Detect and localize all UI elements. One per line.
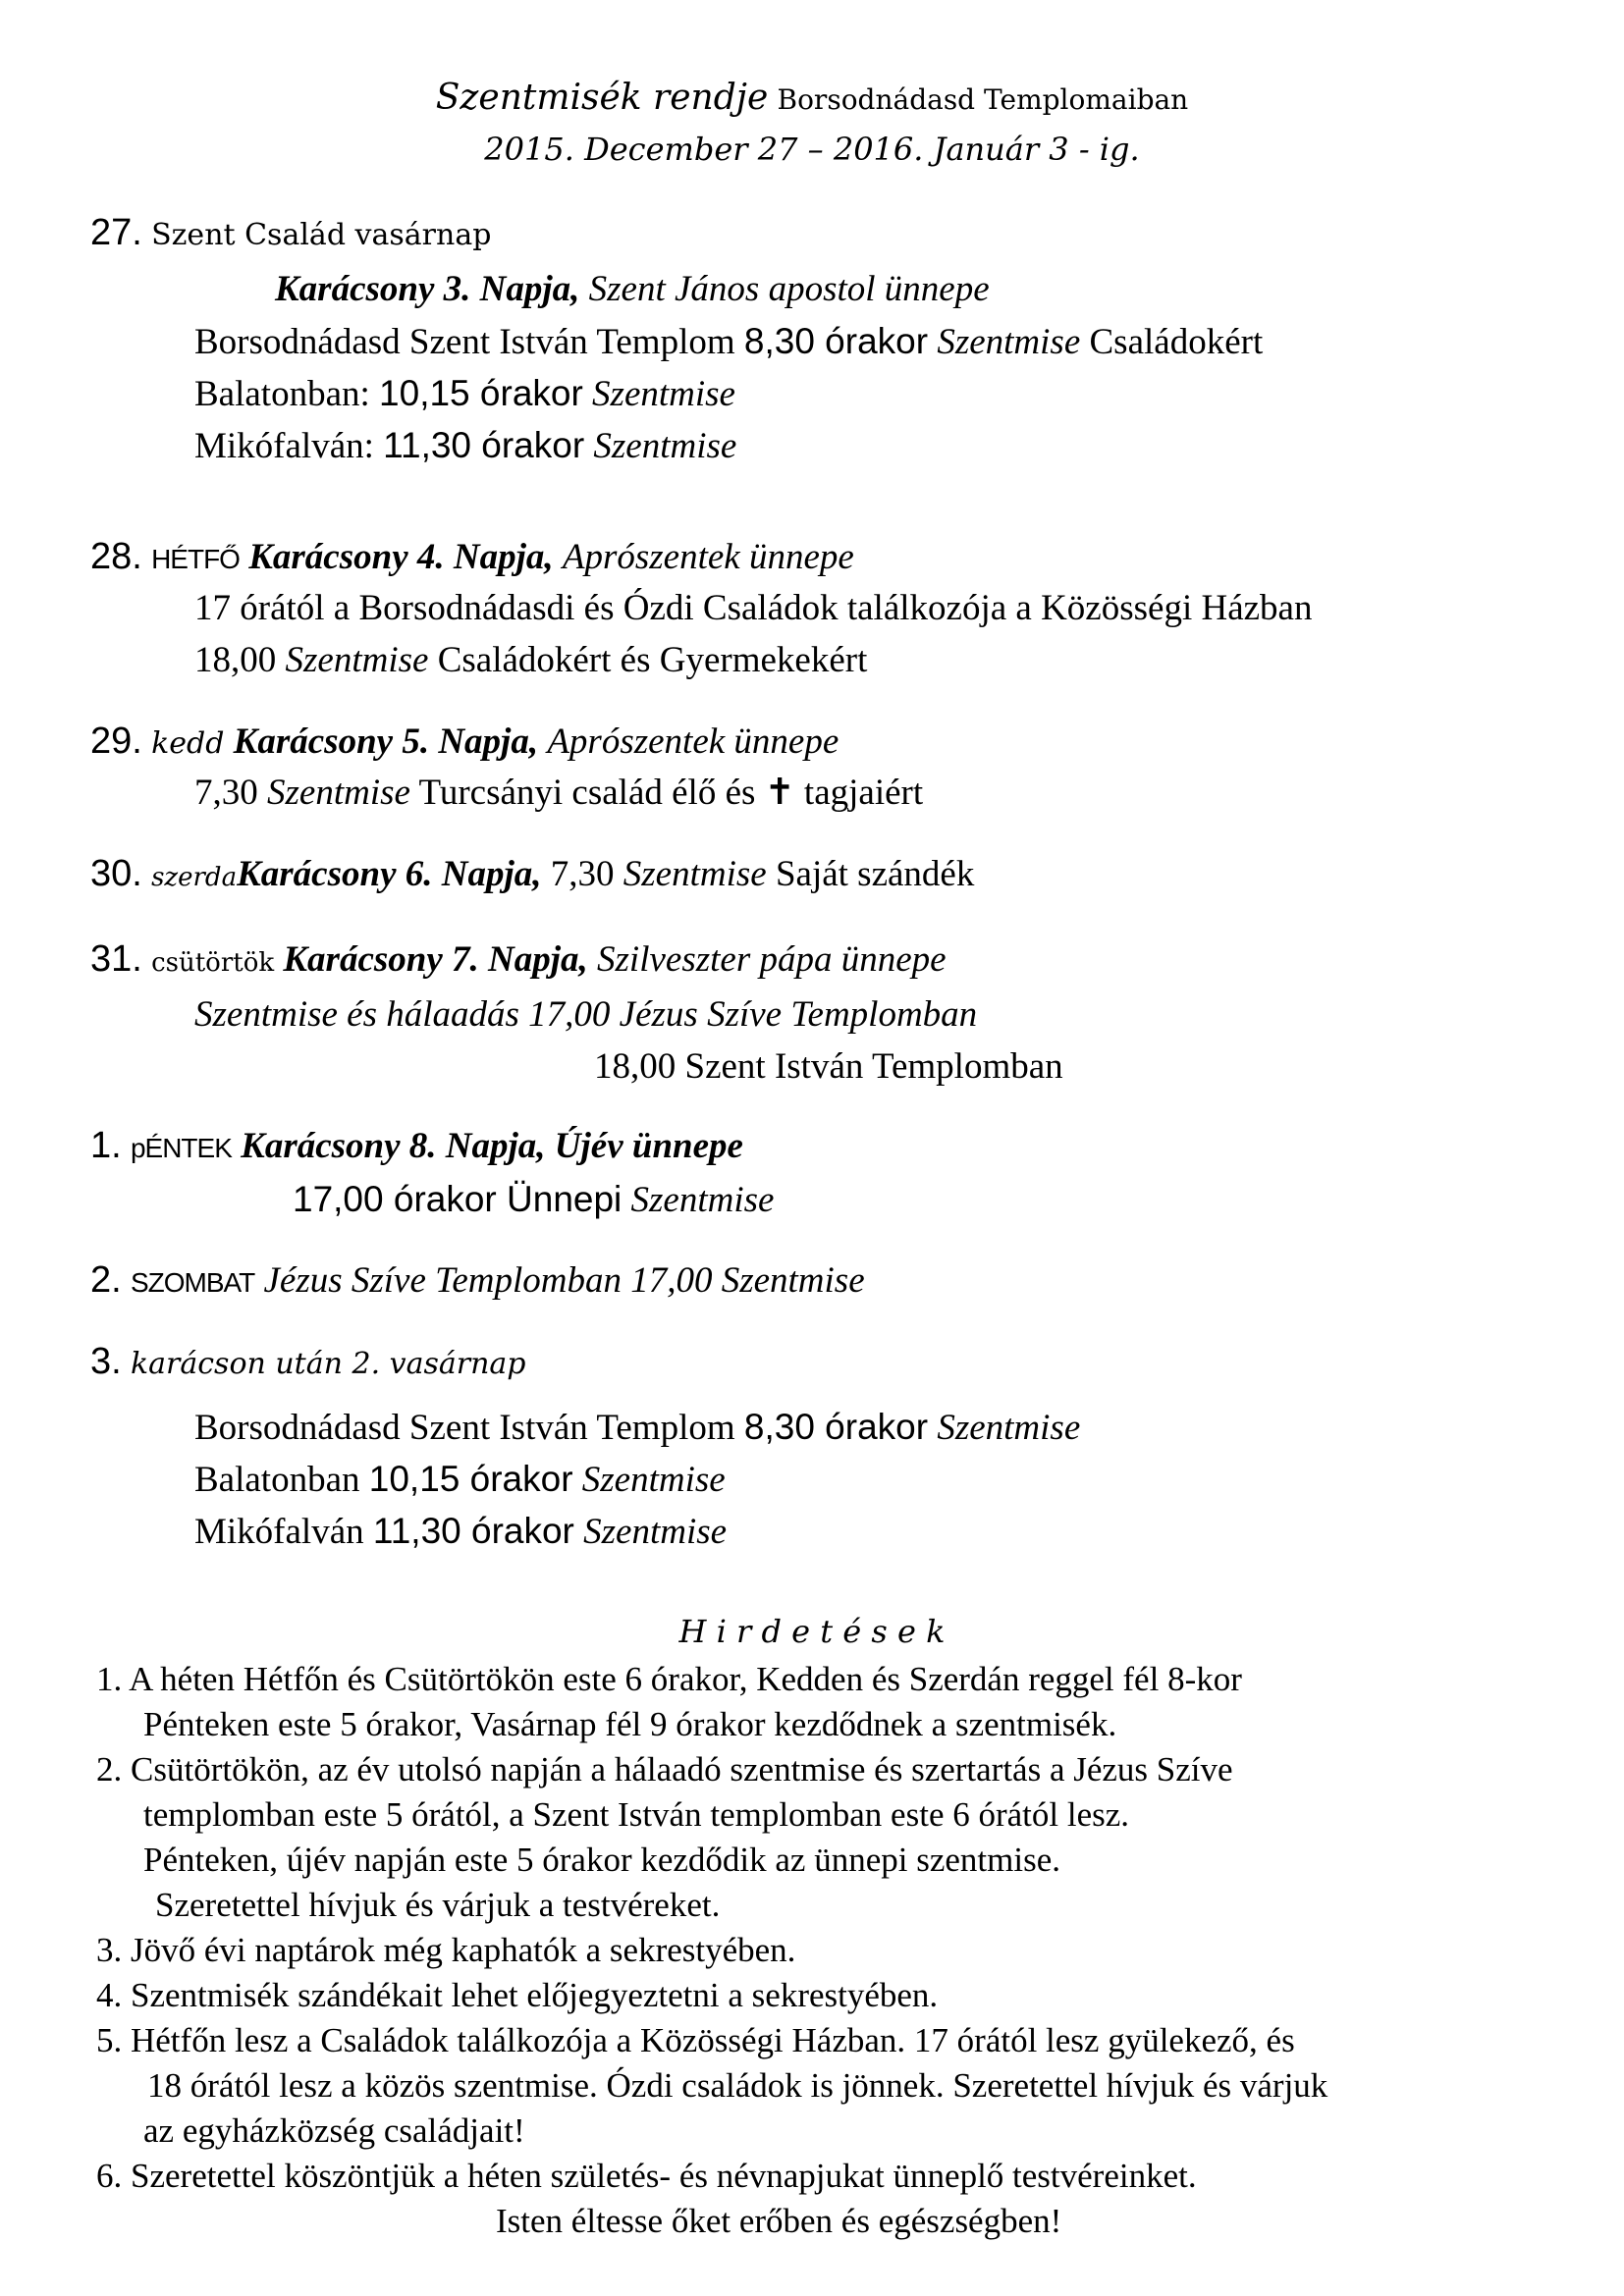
announcements-title: H i r d e t é s e k <box>678 1613 946 1650</box>
time: 8,30 órakor <box>743 321 929 361</box>
day-name: pÉNTEK <box>130 1133 232 1163</box>
announcement-line: Pénteken este 5 órakor, Vasárnap fél 9 órakor kezdődnek a szentmisék. <box>143 1705 1117 1743</box>
location: Borsodnádasd Szent István Templom <box>194 322 735 362</box>
mass-label: Szentmise <box>592 374 735 414</box>
time: 11,30 órakor <box>372 1511 574 1551</box>
feast-subtitle: Aprószentek ünnepe <box>547 721 839 762</box>
feast-title: Karácsony 3. Napja, <box>275 269 580 309</box>
time: 17,00 órakor Ünnepi <box>293 1179 623 1219</box>
day-3-line-3 <box>194 1510 727 1554</box>
day-number: 31. <box>90 938 142 980</box>
announcement-line: 5. Hétfőn lesz a Családok találkozója a Közösségi Házban. 17 órától lesz gyülekező, és <box>96 2021 1295 2059</box>
day-name: SZOMBAT <box>130 1267 255 1298</box>
day-31-line-2: 18,00 Szent István Templomban <box>594 1046 1063 1087</box>
feast-title: Karácsony 7. Napja, <box>283 939 588 980</box>
location: Borsodnádasd Szent István Templom <box>194 1408 735 1448</box>
day-number: 28. <box>90 536 142 577</box>
announcement-line: 1. A héten Hétfőn és Csütörtökön este 6 órakor, Kedden és Szerdán reggel fél 8-kor <box>96 1660 1242 1698</box>
day-3-line-1 <box>194 1406 1080 1450</box>
time: 10,15 órakor <box>368 1459 573 1499</box>
announcement-line: 18 órától lesz a közös szentmise. Ózdi családok is jönnek. Szeretettel hívjuk és várjuk <box>147 2066 1328 2105</box>
day-30-heading <box>90 852 974 899</box>
feast-title: Karácsony 5. Napja, <box>233 721 539 762</box>
announcement-line: az egyházközség családjait! <box>143 2111 525 2150</box>
location: Mikófalván <box>194 1512 364 1552</box>
announcement-line: 6. Szeretettel köszöntjük a héten születés- és névnapjukat ünneplő testvéreinket. <box>96 2157 1197 2195</box>
feast-subtitle: Szent János apostol ünnepe <box>588 269 990 309</box>
title-main: Szentmisék rendje <box>435 78 769 118</box>
mass-info: Jézus Szíve Templomban 17,00 Szentmise <box>263 1260 865 1301</box>
day-3-heading <box>90 1340 526 1386</box>
day-31-line-1: Szentmise és hálaadás 17,00 Jézus Szíve Templomban <box>194 994 978 1035</box>
day-28-line-2 <box>194 639 867 682</box>
day-name: HÉTFŐ <box>151 544 240 574</box>
day-number: 30. <box>90 853 142 894</box>
time: 11,30 órakor <box>383 425 585 465</box>
day-27-feast <box>275 268 990 311</box>
page-title <box>0 77 1624 122</box>
day-3-line-2 <box>194 1458 726 1502</box>
announcement-line: 3. Jövő évi naptárok még kaphatók a sekrestyében. <box>96 1931 796 1969</box>
time: 7,30 <box>550 854 615 894</box>
day-name: kedd <box>151 726 225 761</box>
intention: Saját szándék <box>775 854 975 894</box>
day-name: csütörtök <box>151 948 275 978</box>
mass-label: Szentmise <box>285 640 429 680</box>
day-number: 27. <box>90 212 142 253</box>
intention: Családokért és Gyermekekért <box>437 640 868 680</box>
location: Mikófalván: <box>194 426 374 466</box>
day-28-heading <box>90 535 854 581</box>
day-number: 2. <box>90 1259 122 1301</box>
time: 8,30 órakor <box>743 1407 929 1447</box>
time: 10,15 órakor <box>379 373 583 413</box>
time: 7,30 <box>194 773 258 813</box>
day-27-heading <box>90 211 491 257</box>
mass-label: Szentmise <box>623 854 767 894</box>
announcement-line: 4. Szentmisék szándékait lehet előjegyeztetni a sekrestyében. <box>96 1976 939 2014</box>
announcement-line: 2. Csütörtökön, az év utolsó napján a hálaadó szentmise és szertartás a Jézus Szíve <box>96 1750 1233 1789</box>
intention: Turcsányi család élő és <box>418 773 756 813</box>
feast-subtitle: Szilveszter pápa ünnepe <box>597 939 947 980</box>
date-range: 2015. December 27 – 2016. Január 3 - ig. <box>484 131 1140 168</box>
day-27-line-2 <box>194 372 735 416</box>
day-31-heading <box>90 937 947 985</box>
feast-subtitle: Aprószentek ünnepe <box>562 537 854 577</box>
announcement-line: Pénteken, újév napján este 5 órakor kezdődik az ünnepi szentmise. <box>143 1841 1060 1879</box>
location: Balatonban <box>194 1460 360 1500</box>
day-27-line-3 <box>194 424 736 468</box>
feast-title: Karácsony 4. Napja, <box>248 537 554 577</box>
feast-title: Karácsony 8. Napja, Újév ünnepe <box>241 1126 743 1166</box>
time: 18,00 <box>194 640 277 680</box>
day-number: 1. <box>90 1125 122 1166</box>
title-sub: Borsodnádasd Templomaiban <box>777 83 1189 116</box>
day-1-heading <box>90 1124 743 1170</box>
day-29-line-1 <box>194 772 923 815</box>
day-number: 29. <box>90 721 142 762</box>
day-name: karácson után 2. vasárnap <box>130 1347 526 1381</box>
day-1-line-1 <box>293 1178 774 1222</box>
announcement-closing: Isten éltesse őket erőben és egészségben! <box>496 2202 1062 2240</box>
mass-label: Szentmise <box>630 1180 775 1220</box>
mass-label: Szentmise <box>267 773 410 813</box>
location: Balatonban: <box>194 374 370 414</box>
mass-label: Szentmise <box>937 322 1081 362</box>
mass-label: Szentmise <box>583 1512 728 1552</box>
mass-label: Szentmise <box>593 426 737 466</box>
day-number: 3. <box>90 1341 122 1382</box>
intention-end: tagjaiért <box>803 773 924 813</box>
day-29-heading <box>90 720 839 766</box>
feast-title: Karácsony 6. Napja, <box>237 854 542 894</box>
announcement-line: templomban este 5 órától, a Szent István templomban este 6 órától lesz. <box>143 1795 1130 1834</box>
day-27-line-1 <box>194 320 1263 364</box>
announcement-line: Szeretettel hívjuk és várjuk a testvéreket. <box>155 1886 721 1924</box>
mass-label: Szentmise <box>937 1408 1081 1448</box>
day-28-line-1: 17 órától a Borsodnádasdi és Ózdi Családok találkozója a Közösségi Házban <box>194 588 1313 628</box>
day-name: Szent Család vasárnap <box>151 218 492 252</box>
cross-icon: ✝ <box>764 773 795 813</box>
mass-label: Szentmise <box>581 1460 726 1500</box>
intention: Családokért <box>1089 322 1264 362</box>
day-2-heading <box>90 1258 865 1305</box>
day-name: szerda <box>151 863 238 892</box>
